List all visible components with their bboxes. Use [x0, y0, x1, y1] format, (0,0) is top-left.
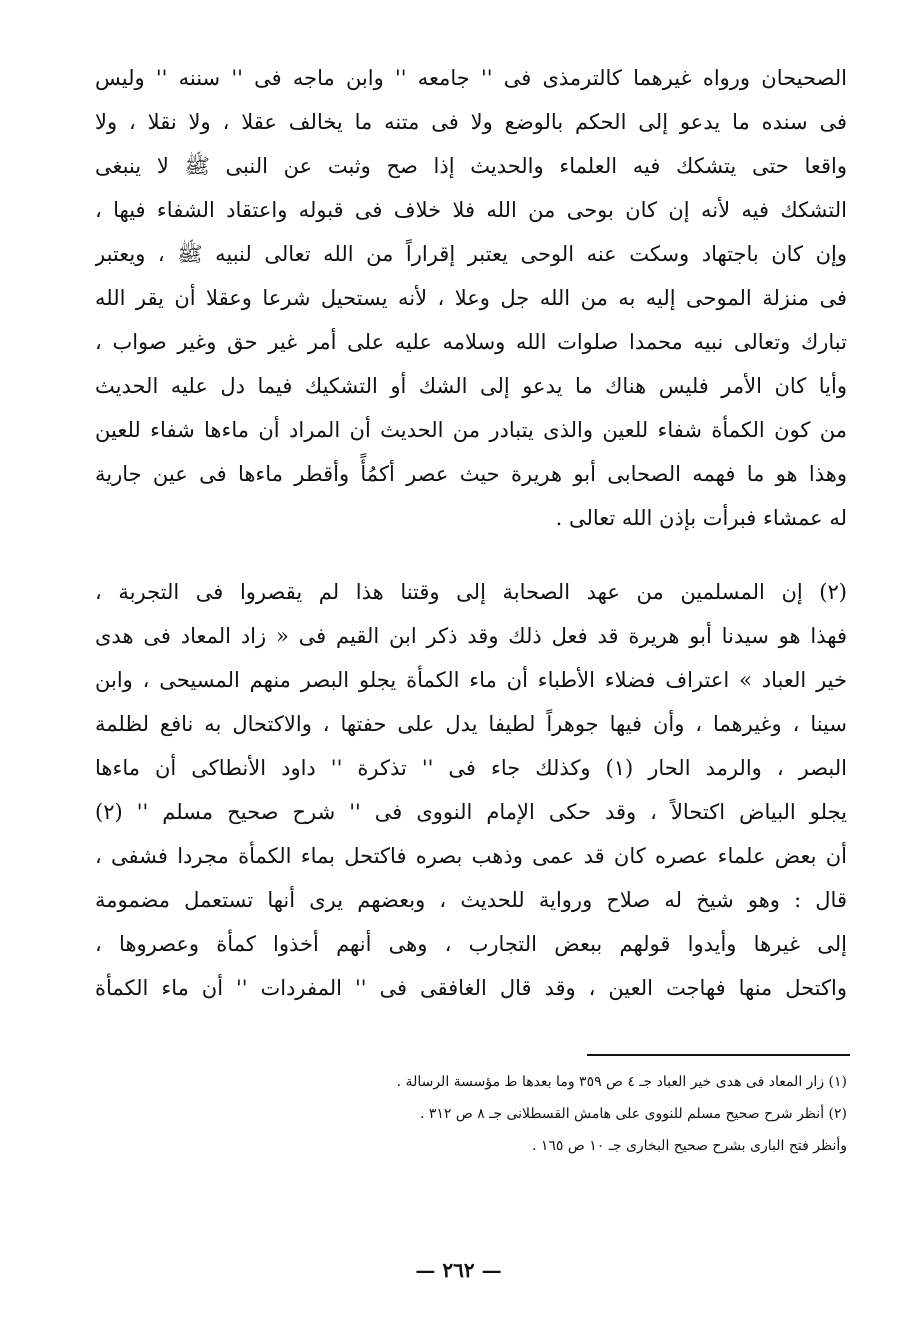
- text-line: فهذا هو سيدنا أبو هريرة قد فعل ذلك وقد ذكر ابن القيم فى « زاد المعاد فى هدى: [95, 624, 847, 648]
- text-line: أن بعض علماء عصره كان قد عمى وذهب بصره فاكتحل بماء الكمأة مجردا فشفى ،: [95, 844, 847, 868]
- text-line: فى سنده ما يدعو إلى الحكم بالوضع ولا فى متنه ما يخالف عقلا ، ولا نقلا ، ولا: [95, 110, 847, 134]
- text-line: واكتحل منها فهاجت العين ، وقد قال الغافقى فى '' المفردات '' أن ماء الكمأة: [95, 976, 847, 1000]
- footnote-2: (٢) أنظر شرح صحيح مسلم للنووى على هامش القسطلانى جـ ٨ ص ٣١٢ .: [419, 1106, 847, 1122]
- footnotes: [95, 1066, 847, 1162]
- text-line: سينا ، وغيرهما ، وأن فيها جوهراً لطيفا يدل على حفتها ، والاكتحال به نافع لظلمة: [95, 712, 847, 736]
- paragraph-1: [95, 56, 847, 540]
- text-line: التشكك فيه لأنه إن كان بوحى من الله فلا خلاف فى قبوله واعتقاد الشفاء فيها ،: [95, 198, 847, 222]
- footnote-2-continued: وأنظر فتح البارى بشرح صحيح البخارى جـ ١٠ ص ١٦٥ .: [531, 1138, 847, 1154]
- text-line: يجلو البياض اكتحالاً ، وقد حكى الإمام النووى فى '' شرح صحيح مسلم '' (٢): [95, 800, 847, 824]
- footnote-separator: [587, 1054, 850, 1056]
- paragraph-2: [95, 570, 847, 1010]
- text-line: تبارك وتعالى نبيه محمدا صلوات الله وسلامه عليه على أمر غير حق وغير صواب ،: [95, 330, 847, 354]
- text-line: إلى غيرها وأيدوا قولهم ببعض التجارب ، وهى أنهم أخذوا كمأة وعصروها ،: [95, 932, 847, 956]
- text-line: الصحيحان ورواه غيرهما كالترمذى فى '' جامعه '' وابن ماجه فى '' سننه '' وليس: [95, 66, 847, 90]
- text-line: فى منزلة الموحى إليه به من الله جل وعلا ، لأنه يستحيل شرعا وعقلا أن يقر الله: [95, 286, 847, 310]
- text-line: وأيا كان الأمر فليس هناك ما يدعو إلى الشك أو التشكيك فيما دل عليه الحديث: [95, 374, 847, 398]
- text-line: وهذا هو ما فهمه الصحابى أبو هريرة حيث عصر أكمُأً وأقطر ماءها فى عين جارية: [95, 462, 847, 486]
- text-line: البصر ، والرمد الحار (١) وكذلك جاء فى '' تذكرة '' داود الأنطاكى أن ماءها: [95, 756, 847, 780]
- footnote-1: (١) زار المعاد فى هدى خير العباد جـ ٤ ص ٣٥٩ وما بعدها ط مؤسسة الرسالة .: [396, 1074, 847, 1090]
- text-line: من كون الكمأة شفاء للعين والذى يتبادر من الحديث أن المراد أن ماءها شفاء للعين: [95, 418, 847, 442]
- page-number: — ٢٦٢ —: [415, 1258, 502, 1282]
- text-line: (٢) إن المسلمين من عهد الصحابة إلى وقتنا هذا لم يقصروا فى التجربة ،: [95, 580, 847, 604]
- text-line: واقعا حتى يتشكك فيه العلماء والحديث إذا صح وثبت عن النبى ﷺ لا ينبغى: [95, 154, 847, 178]
- main-text: [95, 56, 847, 1010]
- text-line: وإن كان باجتهاد وسكت عنه الوحى يعتبر إقراراً من الله تعالى لنبيه ﷺ ، ويعتبر: [95, 242, 847, 266]
- text-line: قال : وهو شيخ له صلاح ورواية للحديث ، وبعضهم يرى أنها تستعمل مضمومة: [95, 888, 847, 912]
- text-line: خير العباد » اعتراف فضلاء الأطباء أن ماء الكمأة يجلو البصر منهم المسيحى ، وابن: [95, 668, 847, 692]
- paragraph-spacer: [95, 540, 847, 570]
- text-line: له عمشاء فبرأت بإذن الله تعالى .: [555, 506, 847, 530]
